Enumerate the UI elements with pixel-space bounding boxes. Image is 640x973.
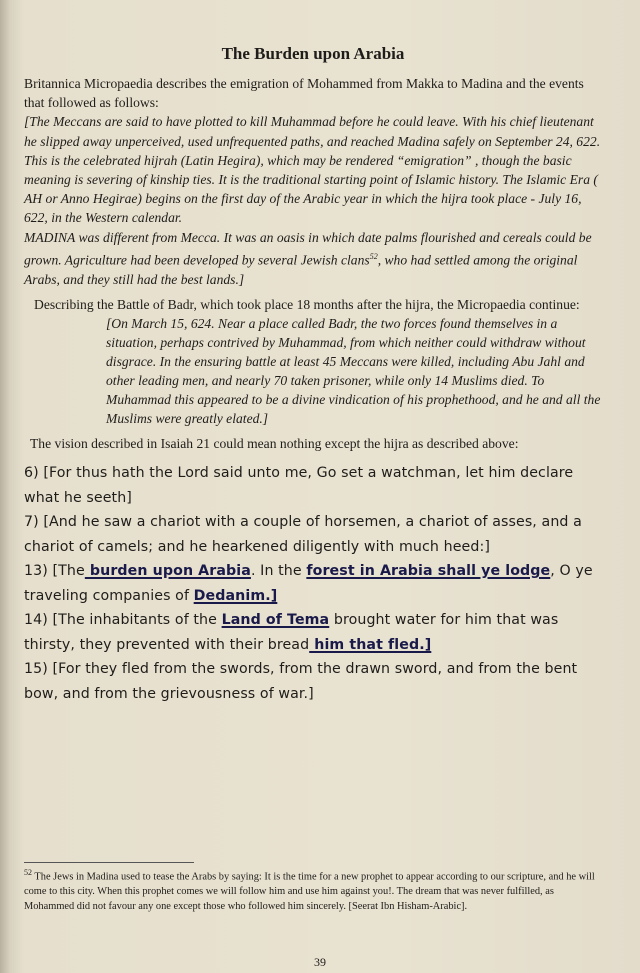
- footnote-divider: [24, 862, 194, 863]
- verse-13: [24, 559, 602, 608]
- quote-hijrah: [The Meccans are said to have plotted to kill Muhammad before he could leave. With his chief lieutenant he slipped away unperceived, used unfrequented paths, and reached Madina safely on September 24, 622. This is the celebrated hijrah (Latin Hegira), which may be rendered “emigration” , though the basic meaning is severing of kinship ties. It is the traditional starting point of Islamic history. The Islamic Era ( AH or Anno Hegirae) begins on the first day of the Arabic year in which the hijra took place - July 16, 622, in the Western calendar.: [24, 114, 601, 226]
- page-number: 39: [314, 955, 326, 969]
- verse-13-a: 13) [The: [24, 563, 85, 580]
- verse-7: 7) [And he saw a chariot with a couple of horsemen, a chariot of asses, and a chariot of camels; and he hearkened diligently with much heed:]: [24, 514, 582, 555]
- vision-paragraph: The vision described in Isaiah 21 could mean nothing except the hijra as described above:: [30, 435, 519, 451]
- page-title: The Burden upon Arabia: [221, 44, 405, 63]
- verse-14-underline-1: Land of Tema: [221, 612, 330, 629]
- verses-block: [24, 461, 602, 706]
- badr-quote: [On March 15, 624. Near a place called Badr, the two forces found themselves in a situation, perhaps contrived by Muhammad, from which neither could withdraw without disgrace. In the ensuring battle at least 45 Meccans were killed, including Abu Jahl and other leading men, and nearly 70 taken prisoner, while only 14 Muslims died. To Muhammad this appeared to be a divine vindication of his prophethood, and he and all the Muslims were greatly elated.]: [106, 315, 601, 426]
- verse-14-a: 14) [The inhabitants of the: [24, 612, 222, 629]
- quote-madina: [24, 228, 602, 289]
- verse-13-c: , O ye traveling companies of: [24, 563, 593, 604]
- intro-paragraph: Britannica Micropaedia describes the emigration of Mohammed from Makka to Madina and the events that followed as follows:: [24, 76, 584, 111]
- verse-15: 15) [For they fled from the swords, from the drawn sword, and from the bent bow, and from the grievousness of war.]: [24, 661, 578, 702]
- verse-14-underline-2: him that fled.]: [309, 636, 432, 653]
- verse-13-b: . In the: [250, 563, 307, 580]
- verse-13-underline-1: burden upon Arabia: [84, 563, 251, 580]
- footnote: [24, 866, 602, 915]
- verse-14: [24, 608, 602, 657]
- quote-madina-text: MADINA was different from Mecca. It was an oasis in which date palms flourished and cereals could be grown. Agriculture had been developed by several Jewish clans: [24, 229, 592, 268]
- verse-13-underline-2: forest in Arabia shall ye lodge: [306, 563, 551, 580]
- verse-13-underline-3: Dedanim.]: [193, 587, 278, 604]
- footnote-ref: 52: [369, 251, 378, 261]
- verse-6: 6) [For thus hath the Lord said unto me, Go set a watchman, let him declare what he seeth]: [24, 465, 574, 506]
- footnote-number: 52: [24, 868, 32, 877]
- badr-intro: Describing the Battle of Badr, which took place 18 months after the hijra, the Micropaedia continue:: [34, 296, 580, 312]
- verse-14-b: brought water for him that was thirsty, they prevented with their bread: [24, 612, 559, 653]
- footnote-text: The Jews in Madina used to tease the Arabs by saying: It is the time for a new prophet to appear according to our scripture, and he will come to this city. When this prophet comes we will follow him and use him against you!. The dream that was never fulfilled, as Mohammed did not favour any one except those who followed him sincerely. [Seerat Ibn Hisham-Arabic].: [24, 871, 595, 913]
- quote-madina-text-end: , who had settled among the original Arabs, and they still had the best lands.]: [24, 252, 578, 287]
